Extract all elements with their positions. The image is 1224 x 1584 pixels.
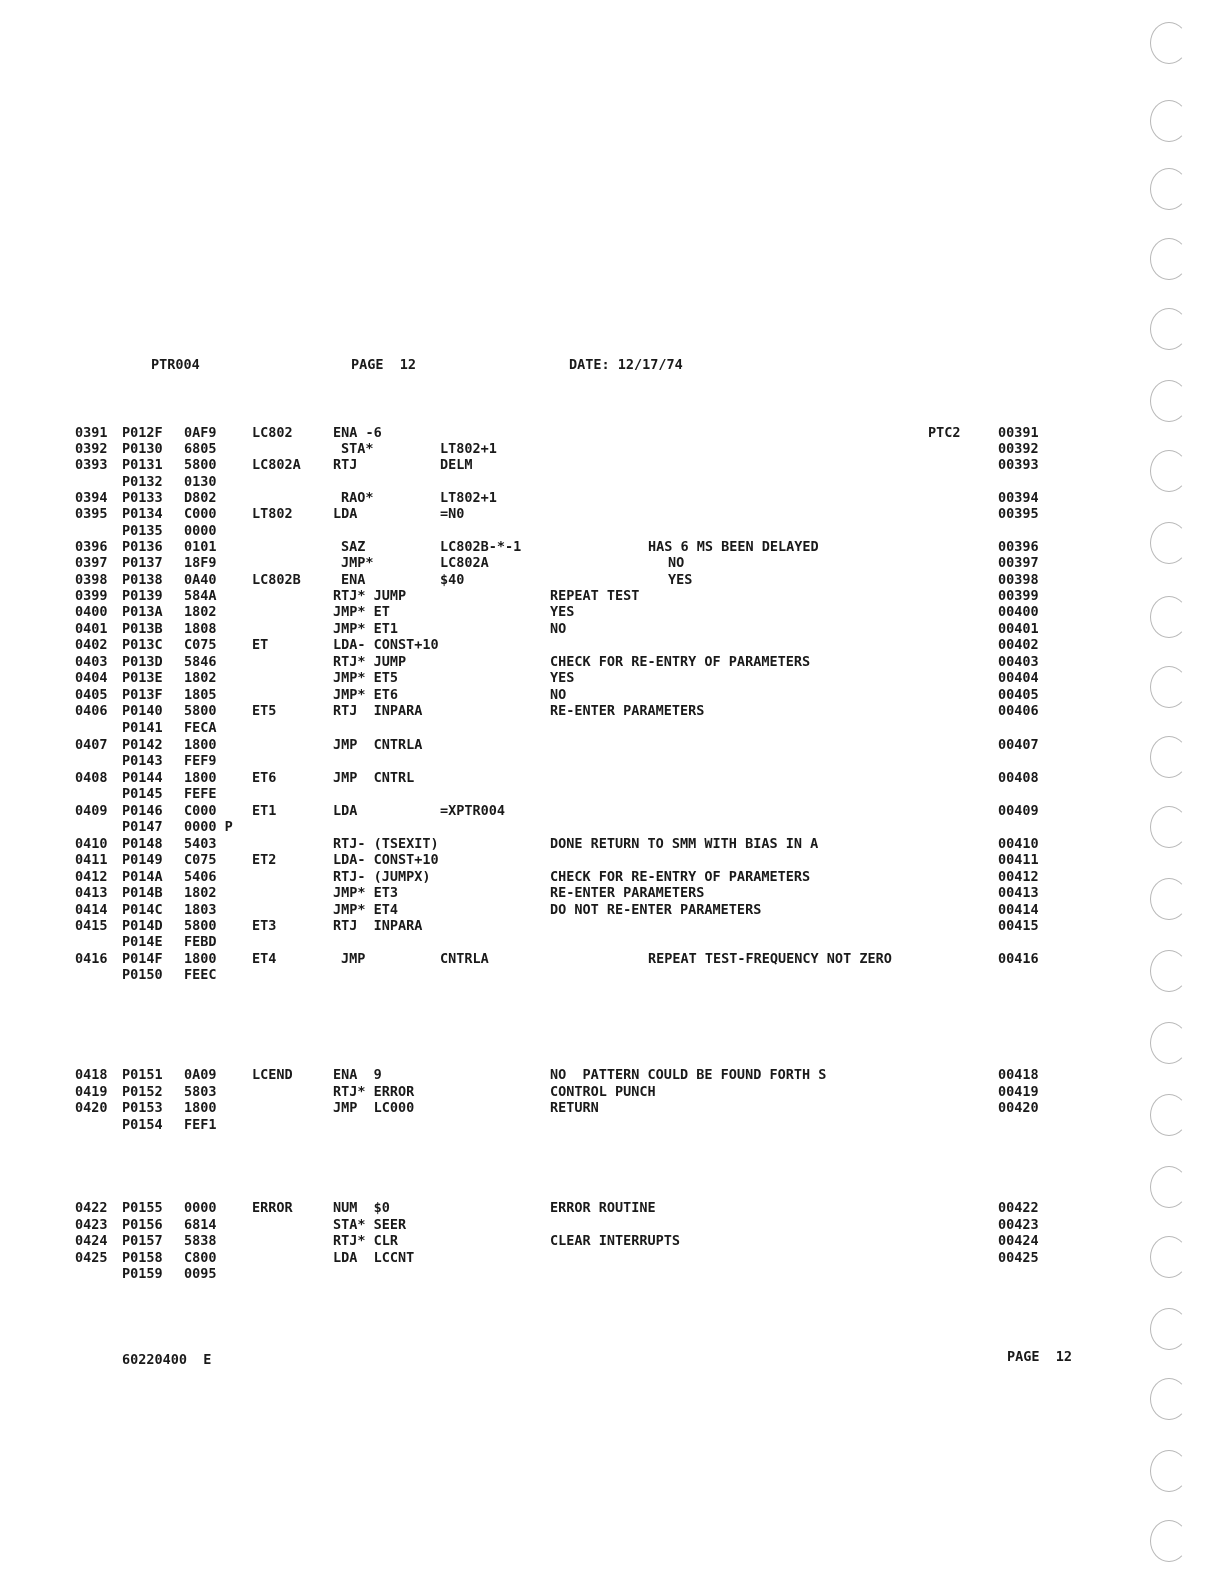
- source-comment: CLEAR INTERRUPTS: [550, 1233, 681, 1249]
- statement-number: 0401: [75, 621, 108, 637]
- location-counter: P013D: [122, 654, 163, 670]
- binder-hole: [1150, 806, 1188, 848]
- sequence-number: 00392: [998, 441, 1039, 457]
- location-counter: P013F: [122, 687, 163, 703]
- object-code: 0000 P: [184, 819, 233, 835]
- source-opcode: RTJ INPARA: [333, 918, 423, 934]
- object-code: C075: [184, 852, 217, 868]
- location-counter: P013A: [122, 604, 163, 620]
- object-code: FEBD: [184, 934, 217, 950]
- location-counter: P0147: [122, 819, 163, 835]
- binder-hole: [1150, 950, 1188, 992]
- location-counter: P014E: [122, 934, 163, 950]
- source-opcode: JMP* ET4: [333, 902, 399, 918]
- location-counter: P014F: [122, 951, 163, 967]
- object-code: 6814: [184, 1217, 217, 1233]
- footer-page-label: PAGE 12: [1007, 1349, 1073, 1365]
- object-code: 1800: [184, 951, 217, 967]
- statement-number: 0396: [75, 539, 108, 555]
- object-code: 1802: [184, 670, 217, 686]
- location-counter: P0146: [122, 803, 163, 819]
- source-comment: RETURN: [550, 1100, 599, 1116]
- source-label: ET3: [252, 918, 277, 934]
- sequence-number: 00400: [998, 604, 1039, 620]
- source-comment: REPEAT TEST: [550, 588, 640, 604]
- source-comment: NO: [668, 555, 685, 571]
- source-operand: LT802+1: [440, 490, 497, 506]
- object-code: 0000: [184, 1200, 217, 1216]
- location-counter: P0149: [122, 852, 163, 868]
- object-code: FEEC: [184, 967, 217, 983]
- statement-number: 0410: [75, 836, 108, 852]
- binder-hole: [1150, 522, 1188, 564]
- listing-line: [0, 786, 1100, 802]
- source-comment: REPEAT TEST-FREQUENCY NOT ZERO: [648, 951, 892, 967]
- source-opcode: RTJ- (TSEXIT): [333, 836, 439, 852]
- listing-line: [0, 770, 1100, 786]
- object-code: 0095: [184, 1266, 217, 1282]
- source-operand: LC802A: [440, 555, 489, 571]
- sequence-number: 00402: [998, 637, 1039, 653]
- location-counter: P0148: [122, 836, 163, 852]
- listing-line: [0, 539, 1100, 555]
- location-counter: P0142: [122, 737, 163, 753]
- binder-hole: [1150, 666, 1188, 708]
- source-comment: RE-ENTER PARAMETERS: [550, 703, 705, 719]
- footer-doc-number: 60220400 E: [122, 1352, 212, 1368]
- source-label: ERROR: [252, 1200, 293, 1216]
- object-code: FEF9: [184, 753, 217, 769]
- binder-hole: [1150, 238, 1188, 280]
- source-opcode: JMP* ET3: [333, 885, 399, 901]
- source-opcode: LDA- CONST+10: [333, 637, 439, 653]
- location-counter: P012F: [122, 425, 163, 441]
- source-opcode: JMP* ET: [333, 604, 390, 620]
- location-counter: P0153: [122, 1100, 163, 1116]
- source-opcode: STA* SEER: [333, 1217, 407, 1233]
- statement-number: 0393: [75, 457, 108, 473]
- sequence-number: 00418: [998, 1067, 1039, 1083]
- object-code: 18F9: [184, 555, 217, 571]
- object-code: 5800: [184, 703, 217, 719]
- listing-line: [0, 637, 1100, 653]
- object-code: 1805: [184, 687, 217, 703]
- source-operand: DELM: [440, 457, 473, 473]
- location-counter: P0157: [122, 1233, 163, 1249]
- header-page-label: PAGE 12: [351, 357, 417, 373]
- object-code: C800: [184, 1250, 217, 1266]
- source-comment: NO PATTERN COULD BE FOUND FORTH S: [550, 1067, 827, 1083]
- listing-line: [0, 720, 1100, 736]
- source-operand: $40: [440, 572, 465, 588]
- location-counter: P0154: [122, 1117, 163, 1133]
- listing-line: [0, 852, 1100, 868]
- source-label: ET4: [252, 951, 277, 967]
- location-counter: P014C: [122, 902, 163, 918]
- statement-number: 0412: [75, 869, 108, 885]
- location-counter: P0152: [122, 1084, 163, 1100]
- object-code: 6805: [184, 441, 217, 457]
- statement-number: 0403: [75, 654, 108, 670]
- statement-number: 0405: [75, 687, 108, 703]
- location-counter: P013C: [122, 637, 163, 653]
- statement-number: 0411: [75, 852, 108, 868]
- sequence-number: 00391: [998, 425, 1039, 441]
- location-counter: P0144: [122, 770, 163, 786]
- source-comment: ERROR ROUTINE: [550, 1200, 656, 1216]
- sequence-number: 00424: [998, 1233, 1039, 1249]
- location-counter: P0136: [122, 539, 163, 555]
- listing-line: [0, 604, 1100, 620]
- sequence-number: 00422: [998, 1200, 1039, 1216]
- binder-hole: [1150, 1520, 1188, 1562]
- source-opcode: LDA- CONST+10: [333, 852, 439, 868]
- source-opcode: RTJ* JUMP: [333, 654, 407, 670]
- location-counter: P0134: [122, 506, 163, 522]
- source-comment: DO NOT RE-ENTER PARAMETERS: [550, 902, 762, 918]
- listing-line: [0, 670, 1100, 686]
- location-counter: P0143: [122, 753, 163, 769]
- listing-line: [0, 1250, 1100, 1266]
- source-label: LC802A: [252, 457, 301, 473]
- source-label: LT802: [252, 506, 293, 522]
- object-code: C000: [184, 506, 217, 522]
- source-opcode: JMP* ET6: [333, 687, 399, 703]
- listing-line: [0, 457, 1100, 473]
- sequence-number: 00395: [998, 506, 1039, 522]
- source-label: ET1: [252, 803, 277, 819]
- binder-hole: [1150, 736, 1188, 778]
- object-code: FEFE: [184, 786, 217, 802]
- listing-line: [0, 441, 1100, 457]
- object-code: D802: [184, 490, 217, 506]
- binder-hole: [1150, 596, 1188, 638]
- binder-holes: [1138, 0, 1198, 1584]
- object-code: 5800: [184, 457, 217, 473]
- object-code: 1800: [184, 737, 217, 753]
- listing-line: [0, 1100, 1100, 1116]
- listing-line: [0, 555, 1100, 571]
- listing-line: [0, 1067, 1100, 1083]
- sequence-number: 00405: [998, 687, 1039, 703]
- binder-hole: [1150, 380, 1188, 422]
- sequence-number: 00404: [998, 670, 1039, 686]
- location-counter: P0133: [122, 490, 163, 506]
- source-opcode: LDA: [333, 506, 358, 522]
- sequence-number: 00423: [998, 1217, 1039, 1233]
- sequence-number: 00413: [998, 885, 1039, 901]
- statement-number: 0423: [75, 1217, 108, 1233]
- statement-number: 0416: [75, 951, 108, 967]
- listing-line: [0, 588, 1100, 604]
- location-counter: P0151: [122, 1067, 163, 1083]
- sequence-number: 00409: [998, 803, 1039, 819]
- listing-line: [0, 803, 1100, 819]
- sequence-number: 00411: [998, 852, 1039, 868]
- location-counter: P014B: [122, 885, 163, 901]
- object-code: 5838: [184, 1233, 217, 1249]
- location-counter: P0140: [122, 703, 163, 719]
- source-comment: NO: [550, 687, 567, 703]
- source-comment: CHECK FOR RE-ENTRY OF PARAMETERS: [550, 654, 811, 670]
- source-operand: =N0: [440, 506, 465, 522]
- sequence-number: 00399: [998, 588, 1039, 604]
- location-counter: P014D: [122, 918, 163, 934]
- listing-line: [0, 654, 1100, 670]
- object-code: 1800: [184, 1100, 217, 1116]
- binder-hole: [1150, 168, 1188, 210]
- sequence-number: 00406: [998, 703, 1039, 719]
- source-opcode: LDA: [333, 803, 358, 819]
- binder-hole: [1150, 1236, 1188, 1278]
- location-counter: P0137: [122, 555, 163, 571]
- listing-line: [0, 934, 1100, 950]
- sequence-number: 00420: [998, 1100, 1039, 1116]
- sequence-number: 00408: [998, 770, 1039, 786]
- binder-hole: [1150, 1308, 1188, 1350]
- statement-number: 0414: [75, 902, 108, 918]
- statement-number: 0413: [75, 885, 108, 901]
- sequence-number: 00396: [998, 539, 1039, 555]
- listing-line: [0, 1266, 1100, 1282]
- listing-line: [0, 490, 1100, 506]
- location-counter: P013E: [122, 670, 163, 686]
- sequence-number: 00414: [998, 902, 1039, 918]
- location-counter: P0158: [122, 1250, 163, 1266]
- statement-number: 0425: [75, 1250, 108, 1266]
- statement-number: 0394: [75, 490, 108, 506]
- source-opcode: RTJ: [333, 457, 358, 473]
- source-label: ET5: [252, 703, 277, 719]
- listing-line: [0, 523, 1100, 539]
- location-counter: P0130: [122, 441, 163, 457]
- sequence-number: 00415: [998, 918, 1039, 934]
- object-code: 5403: [184, 836, 217, 852]
- sequence-number: 00398: [998, 572, 1039, 588]
- source-comment: DONE RETURN TO SMM WITH BIAS IN A: [550, 836, 819, 852]
- source-operand: =XPTR004: [440, 803, 506, 819]
- listing-line: [0, 737, 1100, 753]
- source-opcode: JMP CNTRL: [333, 770, 415, 786]
- sequence-number: 00412: [998, 869, 1039, 885]
- object-code: 5803: [184, 1084, 217, 1100]
- location-counter: P0139: [122, 588, 163, 604]
- statement-number: 0398: [75, 572, 108, 588]
- statement-number: 0424: [75, 1233, 108, 1249]
- source-opcode: RTJ INPARA: [333, 703, 423, 719]
- object-code: 584A: [184, 588, 217, 604]
- statement-number: 0399: [75, 588, 108, 604]
- statement-number: 0419: [75, 1084, 108, 1100]
- binder-hole: [1150, 1166, 1188, 1208]
- location-counter: P0131: [122, 457, 163, 473]
- source-label: LC802B: [252, 572, 301, 588]
- listing-line: [0, 1233, 1100, 1249]
- listing-line: [0, 902, 1100, 918]
- statement-number: 0391: [75, 425, 108, 441]
- source-operand: LT802+1: [440, 441, 497, 457]
- object-code: 1802: [184, 604, 217, 620]
- source-opcode: JMP* ET5: [333, 670, 399, 686]
- source-comment: CONTROL PUNCH: [550, 1084, 656, 1100]
- source-comment: HAS 6 MS BEEN DELAYED: [648, 539, 819, 555]
- object-code: 1803: [184, 902, 217, 918]
- listing-line: [0, 703, 1100, 719]
- listing-line: [0, 753, 1100, 769]
- location-counter: P0159: [122, 1266, 163, 1282]
- object-code: C075: [184, 637, 217, 653]
- binder-hole: [1150, 1094, 1188, 1136]
- object-code: FECA: [184, 720, 217, 736]
- statement-number: 0422: [75, 1200, 108, 1216]
- binder-hole: [1150, 308, 1188, 350]
- location-counter: P014A: [122, 869, 163, 885]
- binder-hole: [1150, 450, 1188, 492]
- binder-hole: [1150, 1378, 1188, 1420]
- object-code: 0AF9: [184, 425, 217, 441]
- listing-line: [0, 506, 1100, 522]
- statement-number: 0392: [75, 441, 108, 457]
- object-code: FEF1: [184, 1117, 217, 1133]
- listing-line: [0, 425, 1100, 441]
- object-code: C000: [184, 803, 217, 819]
- statement-number: 0397: [75, 555, 108, 571]
- location-counter: P0135: [122, 523, 163, 539]
- statement-number: 0415: [75, 918, 108, 934]
- source-operand: LC802B-*-1: [440, 539, 522, 555]
- sequence-number: 00393: [998, 457, 1039, 473]
- listing-line: [0, 951, 1100, 967]
- object-code: 5406: [184, 869, 217, 885]
- sequence-number: 00407: [998, 737, 1039, 753]
- source-opcode: RTJ* ERROR: [333, 1084, 415, 1100]
- sequence-number: 00394: [998, 490, 1039, 506]
- statement-number: 0404: [75, 670, 108, 686]
- listing-line: [0, 1084, 1100, 1100]
- listing-line: [0, 1200, 1100, 1216]
- source-opcode: ENA 9: [333, 1067, 382, 1083]
- object-code: 1808: [184, 621, 217, 637]
- source-label: LCEND: [252, 1067, 293, 1083]
- source-opcode: RTJ* JUMP: [333, 588, 407, 604]
- statement-number: 0408: [75, 770, 108, 786]
- object-code: 0130: [184, 474, 217, 490]
- statement-number: 0420: [75, 1100, 108, 1116]
- statement-number: 0400: [75, 604, 108, 620]
- sequence-number: 00401: [998, 621, 1039, 637]
- location-counter: P013B: [122, 621, 163, 637]
- sequence-number: 00419: [998, 1084, 1039, 1100]
- sequence-number: 00397: [998, 555, 1039, 571]
- location-counter: P0156: [122, 1217, 163, 1233]
- source-label: ET: [252, 637, 269, 653]
- object-code: 0A09: [184, 1067, 217, 1083]
- source-opcode: JMP* ET1: [333, 621, 399, 637]
- source-comment: YES: [550, 604, 575, 620]
- source-opcode: JMP LC000: [333, 1100, 415, 1116]
- statement-number: 0406: [75, 703, 108, 719]
- statement-number: 0402: [75, 637, 108, 653]
- binder-hole: [1150, 100, 1188, 142]
- binder-hole: [1150, 878, 1188, 920]
- source-comment: NO: [550, 621, 567, 637]
- listing-line: [0, 836, 1100, 852]
- source-label: ET2: [252, 852, 277, 868]
- statement-number: 0395: [75, 506, 108, 522]
- binder-hole: [1150, 22, 1188, 64]
- source-opcode: RTJ- (JUMPX): [333, 869, 431, 885]
- location-counter: P0145: [122, 786, 163, 802]
- source-comment: CHECK FOR RE-ENTRY OF PARAMETERS: [550, 869, 811, 885]
- sequence-number: 00403: [998, 654, 1039, 670]
- listing-line: [0, 1217, 1100, 1233]
- object-code: 1800: [184, 770, 217, 786]
- source-comment: YES: [550, 670, 575, 686]
- object-code: 0101: [184, 539, 217, 555]
- source-opcode: ENA: [341, 572, 366, 588]
- source-opcode: SAZ: [341, 539, 366, 555]
- listing-line: [0, 885, 1100, 901]
- listing-line: [0, 621, 1100, 637]
- listing-line: [0, 474, 1100, 490]
- location-counter: P0141: [122, 720, 163, 736]
- source-opcode: STA*: [341, 441, 374, 457]
- listing-line: [0, 869, 1100, 885]
- binder-hole: [1150, 1022, 1188, 1064]
- object-code: 1802: [184, 885, 217, 901]
- source-opcode: JMP*: [341, 555, 374, 571]
- statement-number: 0409: [75, 803, 108, 819]
- listing-line: [0, 687, 1100, 703]
- object-code: 0000: [184, 523, 217, 539]
- listing-line: [0, 1117, 1100, 1133]
- location-counter: P0155: [122, 1200, 163, 1216]
- object-code: 0A40: [184, 572, 217, 588]
- location-counter: P0132: [122, 474, 163, 490]
- object-code: 5800: [184, 918, 217, 934]
- listing-line: [0, 572, 1100, 588]
- header-date-label: DATE: 12/17/74: [569, 357, 683, 373]
- source-opcode: NUM $0: [333, 1200, 390, 1216]
- program-id: PTC2: [928, 425, 961, 441]
- source-comment: RE-ENTER PARAMETERS: [550, 885, 705, 901]
- source-opcode: ENA -6: [333, 425, 382, 441]
- sequence-number: 00410: [998, 836, 1039, 852]
- listing-line: [0, 918, 1100, 934]
- binder-hole: [1150, 1450, 1188, 1492]
- source-operand: CNTRLA: [440, 951, 489, 967]
- object-code: 5846: [184, 654, 217, 670]
- location-counter: P0150: [122, 967, 163, 983]
- statement-number: 0407: [75, 737, 108, 753]
- listing-line: [0, 819, 1100, 835]
- sequence-number: 00425: [998, 1250, 1039, 1266]
- source-opcode: LDA LCCNT: [333, 1250, 415, 1266]
- header-program-name: PTR004: [151, 357, 200, 373]
- source-label: LC802: [252, 425, 293, 441]
- sequence-number: 00416: [998, 951, 1039, 967]
- statement-number: 0418: [75, 1067, 108, 1083]
- source-opcode: JMP CNTRLA: [333, 737, 423, 753]
- source-label: ET6: [252, 770, 277, 786]
- source-opcode: JMP: [341, 951, 366, 967]
- listing-line: [0, 967, 1100, 983]
- source-opcode: RTJ* CLR: [333, 1233, 399, 1249]
- source-comment: YES: [668, 572, 693, 588]
- source-opcode: RAO*: [341, 490, 374, 506]
- location-counter: P0138: [122, 572, 163, 588]
